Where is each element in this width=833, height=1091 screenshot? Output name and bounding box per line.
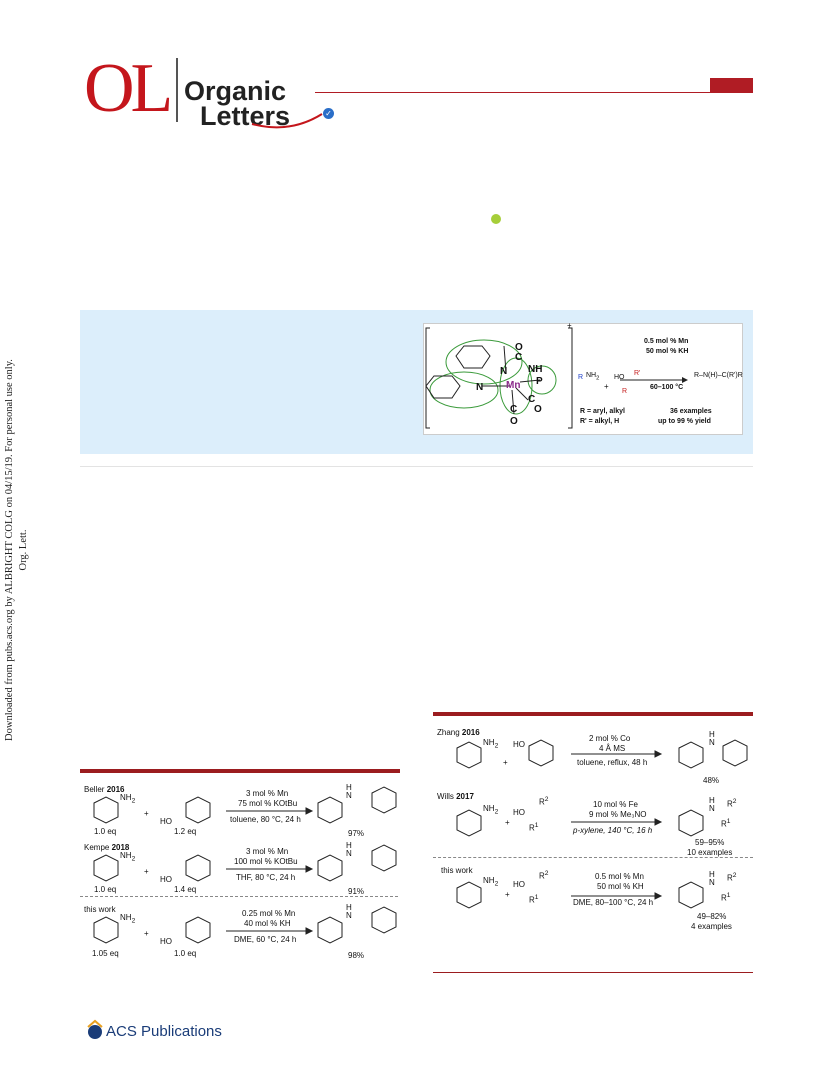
toc-atom-nh: NH [528,364,543,375]
journal-name-line1: Organic [184,76,287,106]
toc-cond1: 0.5 mol % Mn [644,338,689,345]
scheme-right-row1-h: H [709,730,715,739]
scheme-left-row1-cond2: 75 mol % KOtBu [238,799,298,808]
toc-atom-c3: C [528,394,536,405]
toc-reactant1-nh: $NH_2$ [586,372,600,382]
logo-divider [176,58,178,122]
scheme-right-row2-author: Wills 2017 [437,792,474,801]
scheme-left-row2-nh2: $NH_2$ [120,851,136,863]
scheme-right-row3-yield: 49–82% [697,912,727,921]
toc-cond3: 60–100 °C [650,384,684,391]
toc-plus: + [604,382,609,391]
scheme-right-row3-nh2: $NH_2$ [483,876,499,888]
scheme-right-row2-cond1: 10 mol % Fe [593,800,638,809]
scheme-left-row2-n: N [346,849,352,858]
scheme-left-row1-cond3: toluene, 80 °C, 24 h [230,815,301,824]
scheme-left-row1-cond1: 3 mol % Mn [246,789,289,798]
sidebar-journal-line: Org. Lett. [18,529,29,571]
toc-examples: 36 examples [670,408,712,415]
verified-check-icon: ✓ [323,108,334,119]
scheme-right-row3-plus: + [505,890,510,899]
header-accent-box [710,78,753,92]
scheme-left-row3-author: this work [84,905,116,914]
scheme-right-row3-cond3: DME, 80–100 °C, 24 h [573,898,654,907]
scheme-left-row2-cond2: 100 mol % KOtBu [234,857,298,866]
scheme-right-row1-plus: + [503,758,508,767]
scheme-right-row2-n: N [709,804,715,813]
toc-cond2: 50 mol % KH [646,348,689,355]
scheme-left [80,769,400,969]
scheme-right-row2-product-r1: $R^1$ [721,818,731,829]
scheme-right-row2-h: H [709,796,715,805]
scheme-right-row2-product-r2: $R^2$ [727,798,737,809]
toc-atom-n2: N [476,382,484,393]
scheme-right-row1-cond2: 4 Å MS [599,744,626,753]
download-sidebar [3,350,39,750]
scheme-right-row1-cond1: 2 mol % Co [589,734,631,743]
toc-graphic [423,323,743,435]
scheme-left-row3-yield: 98% [348,951,365,960]
toc-reactant2-r: R [622,388,628,395]
scheme-left-row1-yield: 97% [348,829,365,838]
scheme-right-row2-examples: 10 examples [687,848,733,857]
journal-logo-letters: OL [84,50,170,127]
scheme-left-row3-eq2: 1.0 eq [174,949,197,958]
toc-scope-r-prime: R' = alkyl, H [580,418,620,425]
toc-atom-c1: C [515,352,523,363]
scheme-left-row1-plus: + [144,809,149,818]
acs-logo-icon [86,1021,104,1039]
scheme-right-row3-n: N [709,878,715,887]
scheme-right-row2-cond3: p-xylene, 140 °C, 16 h [573,826,653,835]
orcid-icon[interactable] [491,214,501,224]
scheme-right-row2-yield: 59–95% [695,838,725,847]
scheme-left-row3-cond3: DME, 60 °C, 24 h [234,935,297,944]
toc-atom-o1: O [515,342,523,353]
scheme-right-row1-yield: 48% [703,776,720,785]
scheme-right-row3-ho: HO [513,880,525,889]
scheme-left-row3-cond2: 40 mol % KH [244,919,291,928]
scheme-left-row1-eq2: 1.2 eq [174,827,197,836]
toc-atom-n1: N [500,366,508,377]
header-rule [315,92,753,93]
scheme-left-row3-ho: HO [160,937,172,946]
scheme-right-row3-cond2: 50 mol % KH [597,882,644,891]
scheme-right-row3-r2: $R^2$ [539,870,549,881]
toc-atom-mn: Mn [506,380,521,391]
scheme-right-row3-cond1: 0.5 mol % Mn [595,872,644,881]
scheme-right-row2-cond2: 9 mol % Me₃NO [589,810,647,819]
scheme-right-row2-nh2: $NH_2$ [483,804,499,816]
scheme-left-row1-eq1: 1.0 eq [94,827,117,836]
scheme-right-row3-product-r1: $R^1$ [721,892,731,903]
toc-product: R–N(H)–C(R')R [694,372,743,379]
scheme-left-row2-eq2: 1.4 eq [174,885,197,894]
journal-swoosh-icon [250,110,330,130]
scheme-left-row2-plus: + [144,867,149,876]
scheme-left-divider [80,896,398,897]
toc-charge-plus: + [567,321,572,330]
scheme-left-row2-ho: HO [160,875,172,884]
scheme-right-row2-plus: + [505,818,510,827]
scheme-right-row1-author: Zhang 2016 [437,728,480,737]
scheme-right-row1-cond3: toluene, reflux, 48 h [577,758,648,767]
toc-atom-o2: O [510,416,518,427]
scheme-left-row2-cond3: THF, 80 °C, 24 h [236,873,296,882]
toc-reactant1-r: R [578,374,584,381]
scheme-right-row2-ho: HO [513,808,525,817]
toc-atom-c2: C [510,404,518,415]
scheme-left-row3-nh2: $NH_2$ [120,913,136,925]
sidebar-download-line: Downloaded from pubs.acs.org by ALBRIGHT COLG on 04/15/19. For personal use only. [4,359,15,741]
toc-reactant2-r-prime: R' [634,370,641,377]
scheme-right-row3-r1: $R^1$ [529,894,539,905]
scheme-right-row2-r1: $R^1$ [529,822,539,833]
scheme-right-row1-n: N [709,738,715,747]
toc-atom-o3: O [534,404,542,415]
scheme-left-row2-cond1: 3 mol % Mn [246,847,289,856]
scheme-left-row3-n: N [346,911,352,920]
scheme-left-row1-ho: HO [160,817,172,826]
scheme-right-row1-nh2: $NH_2$ [483,738,499,750]
scheme-left-row2-h: H [346,841,352,850]
scheme-left-row2-eq1: 1.0 eq [94,885,117,894]
scheme-right-divider [433,857,753,858]
toc-reactant2-ho: HO [614,374,625,381]
scheme-right-row2-r2: $R^2$ [539,796,549,807]
scheme-right-row1-ho: HO [513,740,525,749]
toc-yield: up to 99 % yield [658,418,711,425]
scheme-right-row3-examples: 4 examples [691,922,732,931]
scheme-right-row3-h: H [709,870,715,879]
publisher-name: ACS Publications [106,1023,222,1040]
scheme-left-row2-yield: 91% [348,887,365,896]
scheme-right-row3-product-r2: $R^2$ [727,872,737,883]
scheme-left-row2-author: Kempe 2018 [84,843,130,852]
abstract-separator [80,466,753,467]
scheme-left-row1-nh2: $NH_2$ [120,793,136,805]
scheme-left-row1-author: Beller 2016 [84,785,125,794]
scheme-left-row1-n: N [346,791,352,800]
scheme-left-row3-plus: + [144,929,149,938]
scheme-right-row3-author: this work [441,866,473,875]
scheme-left-row3-eq1: 1.05 eq [92,949,119,958]
journal-name-line2: Letters [200,101,291,131]
scheme-left-row3-cond1: 0.25 mol % Mn [242,909,296,918]
toc-scope-r: R = aryl, alkyl [580,408,625,415]
scheme-left-row3-h: H [346,903,352,912]
toc-atom-p: P [536,376,543,387]
scheme-right [433,712,753,974]
scheme-left-row1-h: H [346,783,352,792]
